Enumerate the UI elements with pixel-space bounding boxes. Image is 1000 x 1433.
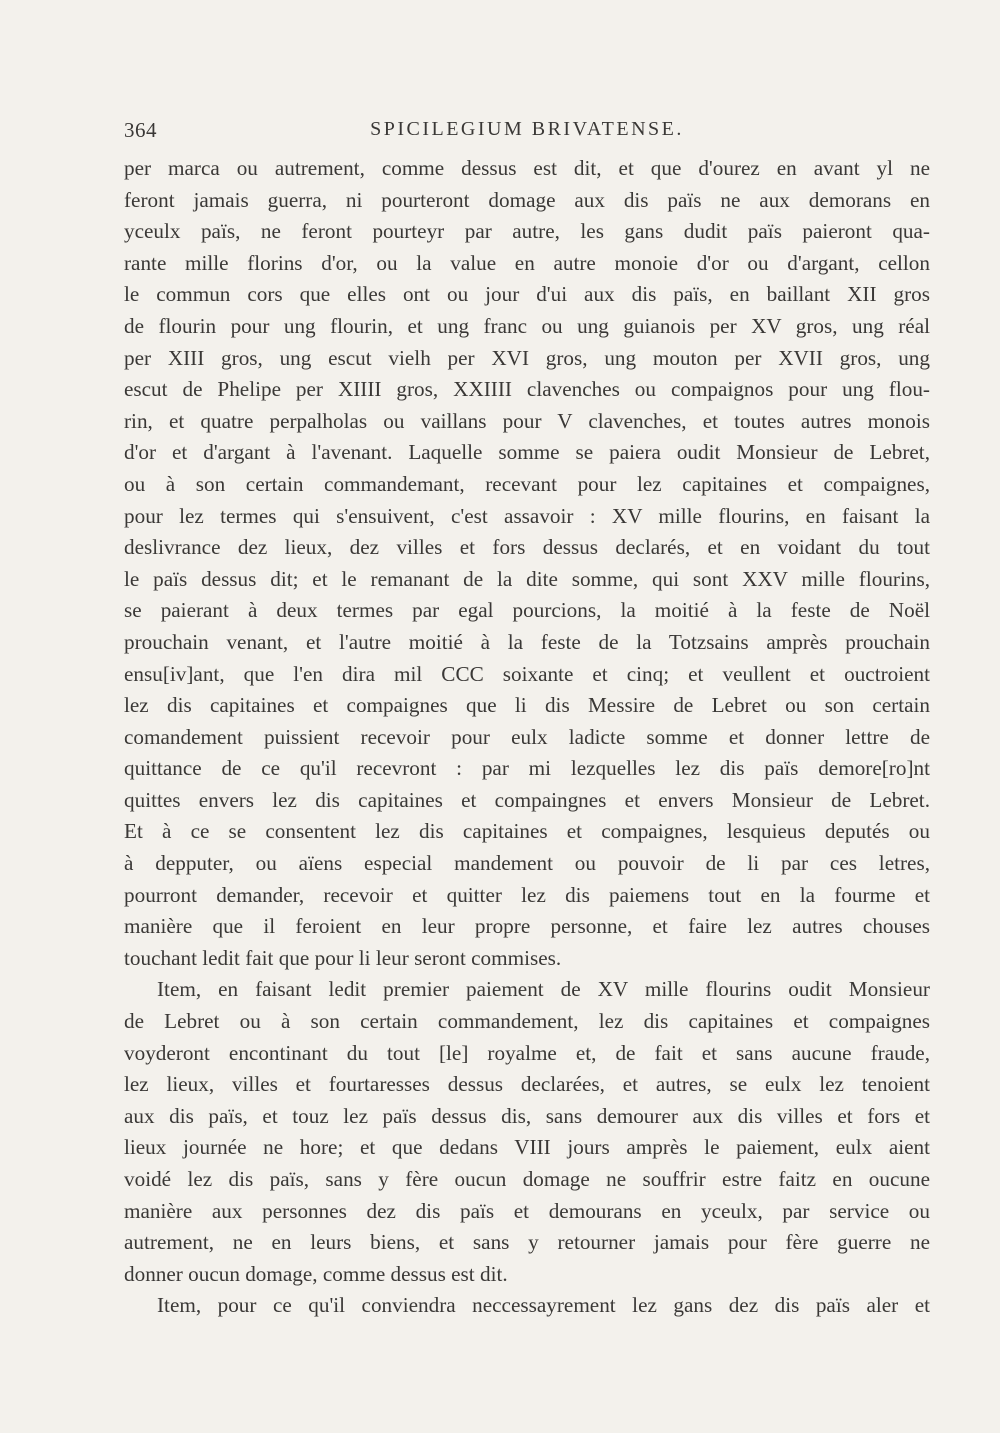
- text-line: manière que il feroient en leur propre personne, et faire lez autres chouses: [124, 914, 930, 939]
- text-line: pour lez termes qui s'ensuivent, c'est assavoir : XV mille flourins, en faisant la: [124, 503, 930, 528]
- text-line: autrement, ne en leurs biens, et sans y retourner jamais pour fère guerre ne: [124, 1230, 930, 1255]
- text-line: à depputer, ou aïens especial mandement ou pouvoir de li par ces letres,: [124, 851, 930, 876]
- text-line: feront jamais guerra, ni pourteront domage aux dis païs ne aux demorans en: [124, 187, 930, 212]
- text-line: voyderont encontinant du tout [le] royalme et, de fait et sans aucune fraude,: [124, 1040, 930, 1065]
- text-line: rante mille florins d'or, ou la value en autre monoie d'or ou d'argant, cellon: [124, 250, 930, 275]
- text-line: lez lieux, villes et fourtaresses dessus declarées, et autres, se eulx lez tenoient: [124, 1072, 930, 1097]
- text-line: pourront demander, recevoir et quitter lez dis paiemens tout en la fourme et: [124, 882, 930, 907]
- text-line: Item, pour ce qu'il conviendra neccessayrement lez gans dez dis païs aler et: [157, 1293, 930, 1318]
- text-line: lez dis capitaines et compaignes que li dis Messire de Lebret ou son certain: [124, 693, 930, 718]
- text-line: ensu[iv]ant, que l'en dira mil CCC soixante et cinq; et veullent et ouctroient: [124, 661, 930, 686]
- text-line: yceulx païs, ne feront pourteyr par autre, les gans dudit païs paieront qua-: [124, 219, 930, 244]
- text-line: per marca ou autrement, comme dessus est dit, et que d'ourez en avant yl ne: [124, 156, 930, 180]
- text-line: Item, en faisant ledit premier paiement de XV mille flourins oudit Monsieur: [157, 977, 930, 1002]
- text-line: se paierant à deux termes par egal pourcions, la moitié à la feste de Noël: [124, 598, 930, 623]
- text-line: per XIII gros, ung escut vielh per XVI gros, ung mouton per XVII gros, ung: [124, 345, 930, 370]
- running-title: SPICILEGIUM BRIVATENSE.: [370, 118, 684, 140]
- text-line: manière aux personnes dez dis païs et demourans en yceulx, par service ou: [124, 1198, 930, 1223]
- text-line: le païs dessus dit; et le remanant de la dite somme, qui sont XXV mille flourins,: [124, 566, 930, 591]
- text-line: touchant ledit fait que pour li leur seront commises.: [124, 945, 562, 970]
- text-line: deslivrance dez lieux, dez villes et fors dessus declarés, et en voidant du tout: [124, 535, 930, 560]
- text-line: rin, et quatre perpalholas ou vaillans pour V clavenches, et toutes autres monois: [124, 408, 930, 433]
- text-line: quittance de ce qu'il recevront : par mi lezquelles lez dis païs demore[ro]nt: [124, 756, 930, 781]
- text-line: lieux journée ne hore; et que dedans VIII jours amprès le paiement, eulx aient: [124, 1135, 930, 1160]
- text-line: prouchain venant, et l'autre moitié à la feste de la Totzsains amprès prouchain: [124, 629, 930, 654]
- text-line: donner oucun domage, comme dessus est dit.: [124, 1261, 508, 1286]
- page-number: 364: [124, 118, 157, 142]
- body-text: [124, 153, 930, 1322]
- text-line: quittes envers lez dis capitaines et compaingnes et envers Monsieur de Lebret.: [124, 787, 930, 812]
- text-line: aux dis païs, et touz lez païs dessus dis, sans demourer aux dis villes et fors et: [124, 1103, 930, 1128]
- text-line: de Lebret ou à son certain commandement, lez dis capitaines et compaignes: [124, 1009, 930, 1034]
- text-line: comandement puissient recevoir pour eulx ladicte somme et donner lettre de: [124, 724, 930, 749]
- text-line: Et à ce se consentent lez dis capitaines et compaignes, lesquieus deputés ou: [124, 819, 930, 844]
- text-line: d'or et d'argant à l'avenant. Laquelle somme se paiera oudit Monsieur de Lebret,: [124, 440, 930, 465]
- text-line: le commun cors que elles ont ou jour d'ui aux dis païs, en baillant XII gros: [124, 282, 930, 307]
- text-line: de flourin pour ung flourin, et ung franc ou ung guianois per XV gros, ung réal: [124, 313, 930, 338]
- text-line: escut de Phelipe per XIIII gros, XXIIII clavenches ou compaignos pour ung flou-: [124, 377, 930, 402]
- text-line: ou à son certain commandemant, recevant pour lez capitaines et compaignes,: [124, 471, 930, 496]
- page-header: [124, 118, 930, 148]
- text-line: voidé lez dis païs, sans y fère oucun domage ne souffrir estre faitz en oucune: [124, 1167, 930, 1191]
